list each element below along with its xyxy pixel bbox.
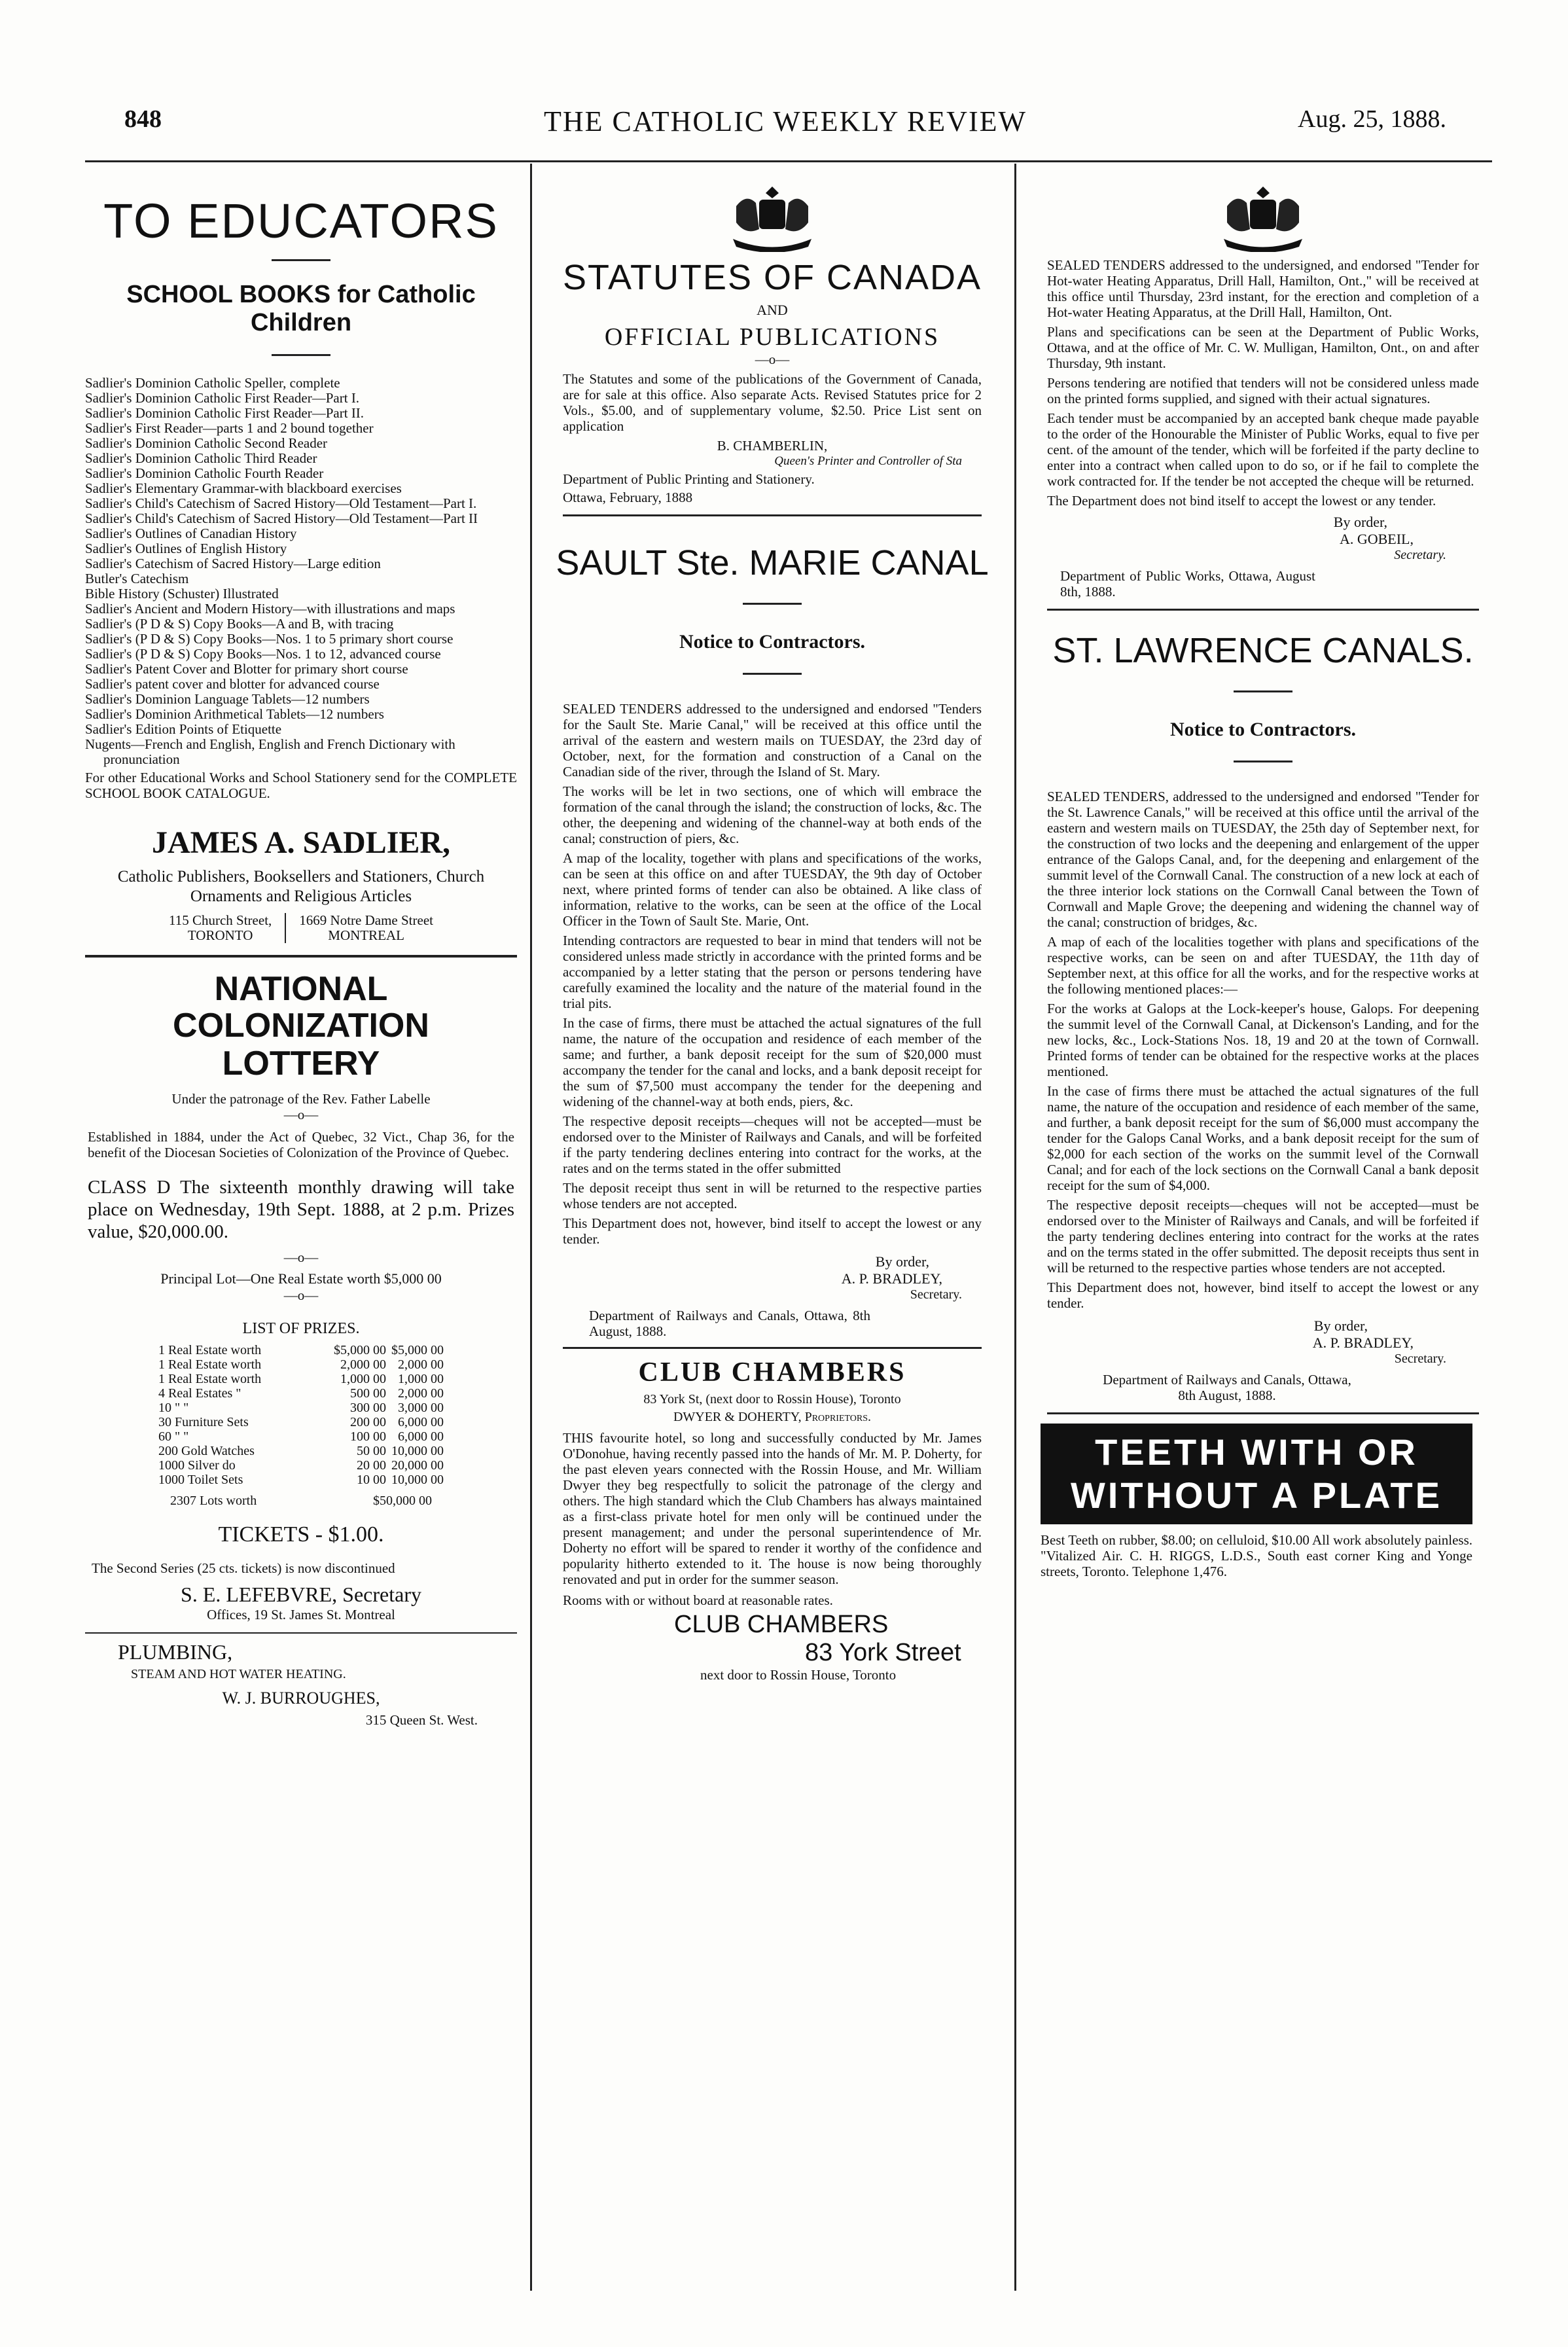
page-number: 848 bbox=[124, 105, 162, 133]
prize-total-value: 10,000 00 bbox=[391, 1444, 444, 1458]
ticket-price: TICKETS - $1.00. bbox=[218, 1522, 384, 1547]
book-list-item: Sadlier's Outlines of English History bbox=[85, 541, 287, 556]
prize-total-value: 2,000 00 bbox=[398, 1386, 444, 1401]
book-list-item: Butler's Catechism bbox=[85, 571, 189, 586]
book-list-item: Sadlier's Dominion Arithmetical Tablets—12 numbers bbox=[85, 706, 384, 722]
issue-date: Aug. 25, 1888. bbox=[1298, 105, 1446, 133]
prize-total-value: 3,000 00 bbox=[398, 1401, 444, 1415]
statutes-subtitle: OFFICIAL PUBLICATIONS bbox=[604, 323, 940, 351]
tender-paragraph: Plans and specifications can be seen at the Department of Public Works, Ottawa, and at the office of Mr. C. W. Mulligan, Hamilton, Ont., on and after Thursday, 9th instant. bbox=[1047, 324, 1479, 371]
prizes-heading: LIST OF PRIZES. bbox=[242, 1320, 360, 1337]
book-list-item: Sadlier's (P D & S) Copy Books—Nos. 1 to 12, advanced course bbox=[85, 646, 441, 662]
statutes-and: AND bbox=[757, 302, 788, 318]
book-list-item: Sadlier's Child's Catechism of Sacred History—Old Testament—Part II bbox=[85, 511, 478, 526]
lawrence-bradley-title: Secretary. bbox=[1394, 1352, 1446, 1366]
prize-row bbox=[156, 1429, 446, 1444]
book-list-item: Sadlier's Elementary Grammar-with blackboard exercises bbox=[85, 480, 402, 496]
prize-unit-value: $5,000 00 bbox=[334, 1343, 386, 1357]
prize-unit-value: 2,000 00 bbox=[340, 1357, 386, 1372]
dept-public-works: Department of Public Works, Ottawa, August 8th, 1888. bbox=[1060, 568, 1315, 600]
column-middle bbox=[543, 167, 1001, 1683]
tender-paragraph: Persons tendering are notified that tenders will not be considered unless made on the printed forms supplied, and signed with their actual signatures. bbox=[1047, 375, 1479, 406]
tender-paragraph: Each tender must be accompanied by an accepted bank cheque made payable to the order of the Honourable the Minister of Public Works, equal to five per cent. of the amount of the tender, which will be forfeited if the party decline to enter into a contract when called upon to do so, or if he fail to complete the work contracted for. If the tender be not accepted the cheque will be returned. bbox=[1047, 410, 1479, 489]
prize-total-value: 6,000 00 bbox=[398, 1415, 444, 1429]
column-left bbox=[85, 167, 517, 1729]
montreal-address: 1669 Notre Dame Street bbox=[299, 912, 433, 928]
hotwater-by-order: By order, bbox=[1333, 514, 1387, 530]
club-sig-name: CLUB CHAMBERS bbox=[674, 1611, 889, 1638]
book-list-item: Sadlier's Patent Cover and Blotter for primary short course bbox=[85, 661, 408, 677]
plumbing-heading: PLUMBING, bbox=[118, 1640, 233, 1664]
club-address: 83 York St, (next door to Rossin House), Toronto bbox=[643, 1392, 901, 1406]
column-rule-2 bbox=[1014, 164, 1016, 2291]
tender-paragraph: The respective deposit receipts—cheques will not be accepted—must be endorsed over to the Minister of Railways and Canals, and will be forfeited if the party tendering declines entering into contract for the works, at the rates and on the terms stated in the offer submitted bbox=[563, 1113, 982, 1176]
tender-paragraph: The respective deposit receipts—cheques will not be accepted—must be endorsed over to the Minister of Railways and Canals, and will be forfeited if the party tendering declines entering into contract for the works at the rates and on the terms stated in the offer submitted. The deposit receipts thus sent in will be returned to the respective parties whose tenders are not accepted. bbox=[1047, 1197, 1480, 1276]
sault-by-order: By order, bbox=[875, 1253, 929, 1270]
st-lawrence-notice: Notice to Contractors. bbox=[1169, 719, 1357, 740]
prize-unit-value: 200 00 bbox=[350, 1415, 386, 1429]
book-list-item: Sadlier's Dominion Catholic Fourth Reader bbox=[85, 465, 324, 481]
prize-unit-value: 1,000 00 bbox=[340, 1372, 386, 1386]
header-rule bbox=[85, 160, 1492, 162]
lottery-offices: Offices, 19 St. James St. Montreal bbox=[207, 1607, 395, 1622]
prize-unit-value: 500 00 bbox=[350, 1386, 386, 1401]
prize-description: 1 Real Estate worth bbox=[158, 1372, 262, 1386]
column-rule-1 bbox=[530, 164, 532, 2291]
book-list bbox=[85, 376, 517, 767]
gobeil-name: A. GOBEIL, bbox=[1339, 531, 1414, 547]
tender-paragraph: This Department does not, however, bind itself to accept the lowest or any tender. bbox=[563, 1215, 982, 1247]
prize-total-value: 20,000 00 bbox=[391, 1458, 444, 1473]
dept-public-printing: Department of Public Printing and Stationery. bbox=[563, 471, 815, 487]
lottery-established: Established in 1884, under the Act of Quebec, 32 Vict., Chap 36, for the benefit of the Diocesan Societies of Colonization of the Province of Quebec. bbox=[88, 1129, 514, 1160]
prize-row bbox=[156, 1372, 446, 1386]
lawrence-bradley: A. P. BRADLEY, bbox=[1312, 1335, 1414, 1351]
sault-tender-text bbox=[563, 701, 982, 1247]
burroughes-name: W. J. BURROUGHES, bbox=[222, 1689, 380, 1708]
principal-lot: Principal Lot—One Real Estate worth $5,000 00 bbox=[160, 1270, 442, 1287]
ottawa-february: Ottawa, February, 1888 bbox=[563, 490, 693, 505]
toronto-address: 115 Church Street, bbox=[169, 912, 272, 928]
st-lawrence-tender-text bbox=[1047, 789, 1479, 1311]
prize-total-value: 1,000 00 bbox=[398, 1372, 444, 1386]
prize-row bbox=[156, 1458, 446, 1473]
teeth-banner-line2: WITHOUT A PLATE bbox=[1070, 1475, 1443, 1516]
school-books-subtitle: SCHOOL BOOKS for Catholic Children bbox=[126, 281, 476, 336]
divider: —o— bbox=[755, 351, 790, 367]
book-list-item: Sadlier's Outlines of Canadian History bbox=[85, 526, 297, 541]
teeth-ad-banner bbox=[1041, 1424, 1472, 1524]
lottery-patronage: Under the patronage of the Rev. Father Labelle bbox=[171, 1091, 431, 1107]
book-list-item: Sadlier's Dominion Catholic Second Reader bbox=[85, 435, 328, 451]
sault-bradley-title: Secretary. bbox=[910, 1287, 962, 1302]
prize-row bbox=[156, 1401, 446, 1415]
book-list-item: Bible History (Schuster) Illustrated bbox=[85, 586, 279, 601]
sault-notice: Notice to Contractors. bbox=[679, 631, 866, 653]
book-list-item: Sadlier's First Reader—parts 1 and 2 bound together bbox=[85, 420, 374, 436]
queens-printer: Queen's Printer and Controller of Sta bbox=[774, 454, 962, 468]
club-body: THIS favourite hotel, so long and successfully conducted by Mr. James O'Donohue, having recently passed into the hands of Mr. M. P. Doherty, for the past eleven years connected with the Rossin House, and Mr. William Dwyer they beg respectfully to solicit the patronage of the clergy and others. The high standard which the Club Chambers has always maintained as a first-class private hotel for men only will be continued under the present management; and under the personal superintendence of Mr. Doherty no effort will be spared to render it worthy of the confidence and popularity hitherto extended to it. The house is now being thoroughly renovated and put in order for the summer season. bbox=[563, 1430, 982, 1587]
prize-total-value: 6,000 00 bbox=[398, 1429, 444, 1444]
club-rooms: Rooms with or without board at reasonable rates. bbox=[563, 1592, 833, 1608]
book-list-item: Sadlier's Catechism of Sacred History—Large edition bbox=[85, 556, 381, 571]
tender-paragraph: In the case of firms, there must be attached the actual signatures of the full name, the nature of the occupation and residence of each member of the same; and further, a bank deposit receipt for the sum of $20,000 must accompany the tender for the canal and locks, and a bank deposit receipt for the sum of $7,500 must accompany the tender for the deepening and widening of the channel-way at both ends, piers, &c. bbox=[563, 1015, 982, 1109]
book-list-item: Sadlier's Child's Catechism of Sacred History—Old Testament—Part I. bbox=[85, 495, 477, 511]
educators-title: TO EDUCATORS bbox=[103, 194, 499, 248]
prize-unit-value: 50 00 bbox=[357, 1444, 386, 1458]
prize-unit-value: 10 00 bbox=[357, 1473, 386, 1487]
sault-dept-railways: Department of Railways and Canals, Ottawa, 8th August, 1888. bbox=[589, 1308, 870, 1339]
club-chambers-title: CLUB CHAMBERS bbox=[638, 1357, 906, 1388]
tender-paragraph: The works will be let in two sections, one of which will embrace the formation of the canal through the island; the construction of locks, &c. The other, the deepening and widening of the channel-way at both ends of the canal; construction of piers, &c. bbox=[563, 783, 982, 846]
tender-paragraph: The Department does not bind itself to accept the lowest or any tender. bbox=[1047, 493, 1436, 509]
prize-total-value: 2,000 00 bbox=[398, 1357, 444, 1372]
prize-total-value: 10,000 00 bbox=[391, 1473, 444, 1487]
prize-row bbox=[156, 1473, 446, 1487]
book-list-item: Sadlier's Dominion Catholic Third Reader bbox=[85, 450, 317, 466]
publication-title: THE CATHOLIC WEEKLY REVIEW bbox=[543, 105, 1027, 137]
book-list-item: Sadlier's Edition Points of Etiquette bbox=[85, 721, 282, 737]
book-list-item: Sadlier's Dominion Language Tablets—12 numbers bbox=[85, 691, 370, 707]
st-lawrence-title: ST. LAWRENCE CANALS. bbox=[1052, 631, 1474, 670]
book-list-item: Sadlier's patent cover and blotter for advanced course bbox=[85, 676, 380, 692]
prize-total-value: $5,000 00 bbox=[391, 1343, 444, 1357]
lawrence-by-order: By order, bbox=[1313, 1317, 1368, 1334]
book-list-item: Sadlier's (P D & S) Copy Books—A and B, with tracing bbox=[85, 616, 394, 632]
tender-paragraph: The deposit receipt thus sent in will be returned to the respective parties whose tenders are not accepted. bbox=[563, 1180, 982, 1211]
prize-unit-value: 300 00 bbox=[350, 1401, 386, 1415]
tender-paragraph: Intending contractors are requested to bear in mind that tenders will not be considered unless made strictly in accordance with the printed forms and be accompanied by a letter stating that the person or persons tendering have carefully examined the locality and the nature of the material found in the trial pits. bbox=[563, 933, 982, 1011]
tender-paragraph: For the works at Galops at the Lock-keeper's house, Galops. For deepening the summit level of the Cornwall Canal, at Dickenson's Landing, and for the new locks, &c., Lock-Stations Nos. 18, 19 and 20 at the town of Cornwall. Printed forms of tender can be obtained for the respective works at the places mentioned. bbox=[1047, 1001, 1479, 1079]
toronto-city: TORONTO bbox=[187, 927, 253, 943]
prize-row bbox=[156, 1444, 446, 1458]
tender-paragraph: This Department does not, however, bind itself to accept the lowest or any tender. bbox=[1047, 1280, 1479, 1311]
chamberlin-name: B. CHAMBERLIN, bbox=[717, 438, 828, 454]
prize-description: 1000 Silver do bbox=[158, 1458, 236, 1473]
club-sig-street: 83 York Street bbox=[805, 1639, 961, 1666]
royal-crest-icon bbox=[1214, 180, 1312, 252]
prize-description: 200 Gold Watches bbox=[158, 1444, 255, 1458]
prize-description: 1 Real Estate worth bbox=[158, 1343, 262, 1357]
divider: —o— bbox=[283, 1287, 319, 1303]
tender-paragraph: SEALED TENDERS addressed to the undersigned, and endorsed "Tender for Hot-water Heating Apparatus, Drill Hall, Hamilton, Ont.," will be received at this office until Thursday, 23rd instant, for the erection and completion of a Hot-water Heating Apparatus, at the Drill Hall, Hamilton, Ont. bbox=[1047, 257, 1479, 320]
teeth-banner-line1: TEETH WITH OR bbox=[1095, 1431, 1418, 1473]
prize-row bbox=[156, 1357, 446, 1372]
steam-heating: STEAM AND HOT WATER HEATING. bbox=[131, 1667, 346, 1681]
second-series-note: The Second Series (25 cts. tickets) is now discontinued bbox=[92, 1560, 395, 1576]
divider: —o— bbox=[283, 1249, 319, 1265]
prize-description: 10 " " bbox=[158, 1401, 189, 1415]
prizes-total-value: $50,000 00 bbox=[373, 1494, 432, 1508]
lottery-secretary: S. E. LEFEBVRE, Secretary bbox=[181, 1583, 421, 1606]
lawrence-dept-railways: Department of Railways and Canals, Ottawa, 8th August, 1888. bbox=[1103, 1372, 1351, 1403]
prize-row bbox=[156, 1415, 446, 1429]
page-header bbox=[124, 105, 1446, 144]
statutes-title: STATUTES OF CANADA bbox=[562, 258, 982, 297]
lottery-title-line1: NATIONAL COLONIZATION bbox=[173, 970, 429, 1045]
book-list-item: Sadlier's Ancient and Modern History—with illustrations and maps bbox=[85, 601, 455, 617]
burroughes-address: 315 Queen St. West. bbox=[365, 1712, 478, 1728]
prize-description: 1000 Toilet Sets bbox=[158, 1473, 243, 1487]
tender-paragraph: A map of the locality, together with plans and specifications of the works, can be seen at this office on and after TUESDAY, the 9th day of October next, where printed forms of tender can also be obtained. A like class of information, relative to the works, can be seen at the office of the Local Officer in the Town of Sault Ste. Marie, Ont. bbox=[563, 850, 982, 929]
prizes-total-row bbox=[166, 1492, 436, 1509]
tender-paragraph: In the case of firms there must be attached the actual signatures of the full name, the nature of the occupation and residence of each member of the same, and further, a bank deposit receipt for the sum of $6,000 must accompany the tender for the Galops Canal Works, and a bank deposit receipt for the sum of $2,000 for each section of the works on the summit level of the Cornwall Canal; and for each of the lock sections on the Cornwall Canal a bank deposit receipt for the sum of $4,000. bbox=[1047, 1083, 1479, 1193]
prize-row bbox=[156, 1386, 446, 1401]
prize-row bbox=[156, 1343, 446, 1357]
publisher-addresses bbox=[85, 913, 517, 943]
prizes-total-label: 2307 Lots worth bbox=[170, 1494, 257, 1508]
sault-canal-title: SAULT Ste. MARIE CANAL bbox=[556, 543, 989, 582]
sault-bradley: A. P. BRADLEY, bbox=[841, 1270, 942, 1287]
prize-description: 4 Real Estates " bbox=[158, 1386, 241, 1401]
prizes-table bbox=[156, 1343, 446, 1487]
statutes-body: The Statutes and some of the publications of the Government of Canada, are for sale at this office. Also separate Acts. Revised Statutes price for 2 Vols., $5.00, and of supplementary volume, $2.50. Price List sent on application bbox=[563, 371, 982, 434]
book-list-item: Sadlier's (P D & S) Copy Books—Nos. 1 to 5 primary short course bbox=[85, 631, 454, 647]
tender-paragraph: SEALED TENDERS, addressed to the undersigned and endorsed "Tender for the St. Lawrence Canals," will be received at this office until the arrival of the eastern and western mails on TUESDAY, the 25th day of September next, for the construction of two locks and the deepening and enlargement of the upper entrance of the Galops Canal, and, for the deepening and enlargement of the summit level of the Cornwall Canal. The construction of a new lock at each of the three interior lock stations on the Cornwall Canal between the Town of Cornwall and Maple Grove; the deepening and widening the channel way of the canal; construction of bridges, &c. bbox=[1047, 789, 1479, 930]
book-list-item: Nugents—French and English, English and French Dictionary with pronunciation bbox=[85, 736, 455, 767]
lottery-title-line2: LOTTERY bbox=[222, 1045, 380, 1083]
column-right bbox=[1027, 167, 1499, 1579]
prize-description: 60 " " bbox=[158, 1429, 189, 1444]
catalogue-note: For other Educational Works and School Stationery send for the COMPLETE SCHOOL BOOK CATALOGUE. bbox=[85, 770, 517, 801]
prize-description: 1 Real Estate worth bbox=[158, 1357, 262, 1372]
prize-description: 30 Furniture Sets bbox=[158, 1415, 249, 1429]
prize-unit-value: 20 00 bbox=[357, 1458, 386, 1473]
lottery-class-d: CLASS D The sixteenth monthly drawing will take place on Wednesday, 19th Sept. 1888, at 2 p.m. Prizes value, $20,000.00. bbox=[88, 1177, 514, 1242]
book-list-item: Sadlier's Dominion Catholic First Reader—Part II. bbox=[85, 405, 365, 421]
tender-paragraph: A map of each of the localities together with plans and specifications of the respective works, can be seen on and after TUESDAY, the 11th day of September next, at this office for all the works, and for the respective works at the following mentioned places:— bbox=[1047, 934, 1479, 997]
gobeil-title: Secretary. bbox=[1394, 548, 1446, 562]
club-proprietors: DWYER & DOHERTY, Proprietors. bbox=[673, 1410, 872, 1424]
club-sig-location: next door to Rossin House, Toronto bbox=[700, 1667, 897, 1683]
book-list-item: Sadlier's Dominion Catholic First Reader—Part I. bbox=[85, 390, 360, 406]
royal-crest-icon bbox=[723, 180, 821, 252]
teeth-ad-body: Best Teeth on rubber, $8.00; on celluloid, $10.00 All work absolutely painless. "Vitalized Air. C. H. RIGGS, L.D.S., South east corner King and Yonge streets, Toronto. Telephone 1,476. bbox=[1041, 1532, 1472, 1579]
divider: —o— bbox=[283, 1107, 319, 1122]
hot-water-tender-text bbox=[1047, 257, 1479, 509]
publisher-description: Catholic Publishers, Booksellers and Stationers, Church Ornaments and Religious Articles bbox=[117, 868, 485, 905]
tender-paragraph: SEALED TENDERS addressed to the undersigned and endorsed "Tenders for the Sault Ste. Marie Canal," will be received at this office until the arrival of the eastern and western mails on TUESDAY, the 23rd day of October, next, for the formation and construction of a Canal on the Canadian side of the river, through the Island of St. Mary. bbox=[563, 701, 982, 779]
publisher-name: JAMES A. SADLIER, bbox=[151, 825, 451, 860]
prize-unit-value: 100 00 bbox=[350, 1429, 386, 1444]
montreal-city: MONTREAL bbox=[328, 927, 404, 943]
book-list-item: Sadlier's Dominion Catholic Speller, complete bbox=[85, 375, 340, 391]
